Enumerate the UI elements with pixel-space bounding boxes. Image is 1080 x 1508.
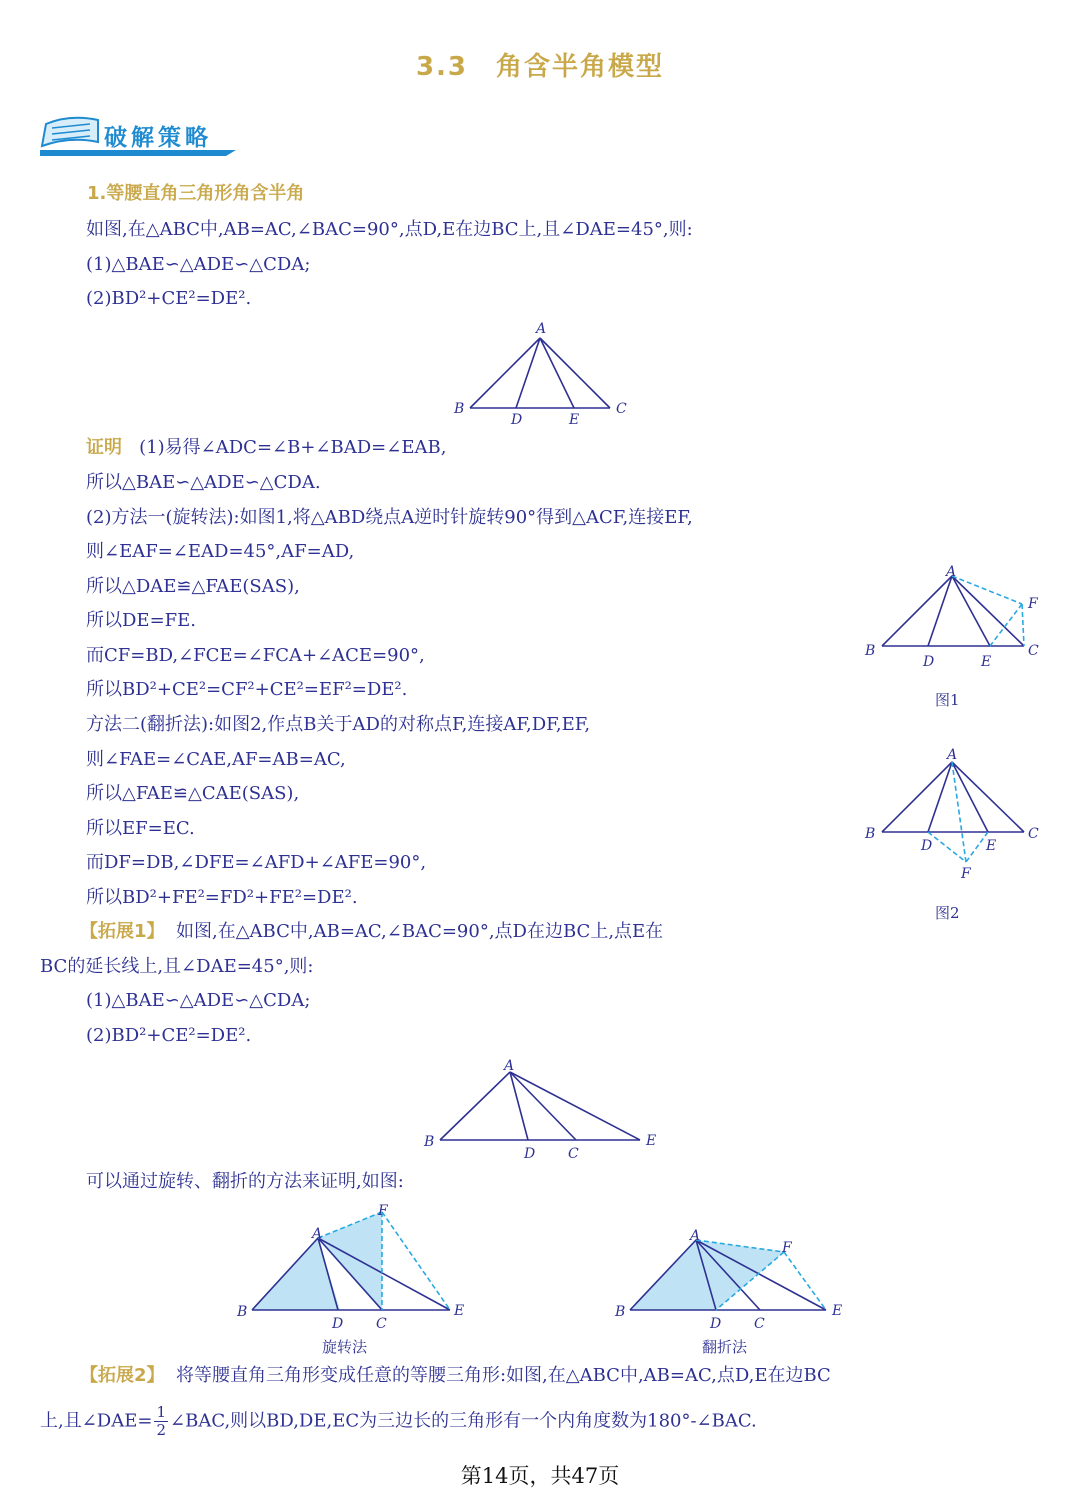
text-line: 则∠FAE=∠CAE,AF=AB=AC, [86, 749, 346, 770]
point-label-c: C [568, 1146, 579, 1162]
text-line: 方法二(翻折法):如图2,作点B关于AD的对称点F,连接AF,DF,EF, [86, 714, 591, 735]
point-label-a: A [504, 1058, 515, 1074]
point-label-d: D [710, 1316, 722, 1332]
point-label-c: C [1028, 643, 1039, 659]
figure-1 [860, 560, 1050, 670]
point-label-a: A [312, 1226, 323, 1242]
subheading: 1.等腰直角三角形角含半角 [87, 183, 305, 204]
text-line [86, 436, 446, 460]
point-label-b: B [615, 1304, 626, 1320]
point-label-a: A [690, 1228, 701, 1244]
text-line: (1)△BAE∽△ADE∽△CDA; [86, 990, 311, 1011]
segment-ac [540, 338, 610, 408]
text-line: (2)BD²+CE²=DE². [86, 288, 252, 309]
point-label-e: E [646, 1133, 657, 1149]
segment-ab [470, 338, 540, 408]
extension-2-text: 将等腰直角三角形变成任意的等腰三角形:如图,在△ABC中,AB=AC,点D,E在边BC [175, 1365, 831, 1386]
page-footer: 第14页，共47页 [460, 1464, 620, 1488]
point-label-a: A [946, 564, 957, 580]
figure-rotation-method [232, 1202, 482, 1334]
section-title: 角含半角模型 [496, 52, 665, 82]
point-label-d: D [524, 1146, 536, 1162]
point-label-a: A [947, 747, 958, 763]
text-line: 所以EF=EC. [86, 818, 195, 839]
text-line: 所以BD²+CE²=CF²+CE²=EF²=DE². [86, 679, 408, 700]
fraction-one-half [154, 1404, 168, 1439]
text-line: (1)△BAE∽△ADE∽△CDA; [86, 254, 311, 275]
text-line: 所以DE=FE. [86, 610, 197, 631]
extension-2-line-start: 上,且∠DAE= [40, 1410, 153, 1432]
figure-2-caption: 图2 [935, 904, 960, 922]
folding-caption: 翻折法 [702, 1338, 748, 1356]
point-label-e: E [986, 838, 997, 854]
section-label: 破解策略 [104, 125, 212, 151]
text-line: BC的延长线上,且∠DAE=45°,则: [40, 956, 314, 977]
extension-2-label: 【拓展2】 [80, 1365, 165, 1386]
fraction-numerator: 1 [156, 1403, 167, 1421]
figure-folding-method [610, 1222, 860, 1334]
point-label-d: D [923, 654, 935, 670]
text-line: (2)方法一(旋转法):如图1,将△ABD绕点A逆时针旋转90°得到△ACF,连接EF, [86, 507, 693, 528]
extension-1-label: 【拓展1】 [80, 921, 165, 942]
text-line: 所以△FAE≌△CAE(SAS), [86, 783, 300, 804]
point-label-c: C [616, 401, 627, 417]
point-label-f: F [961, 866, 971, 882]
figure-triangle-abc [450, 318, 640, 430]
text-line [40, 1404, 757, 1439]
segment-ad [516, 338, 540, 408]
point-label-b: B [237, 1304, 248, 1320]
text-line: 所以BD²+FE²=FD²+FE²=DE². [86, 887, 358, 908]
proof-label: 证明 [86, 437, 122, 458]
point-label-b: B [424, 1134, 435, 1150]
extension-1-text: 如图,在△ABC中,AB=AC,∠BAC=90°,点D在边BC上,点E在 [175, 921, 664, 942]
text-line: 而DF=DB,∠DFE=∠AFD+∠AFE=90°, [86, 852, 427, 873]
point-label-c: C [754, 1316, 765, 1332]
extension-2-line-end: ∠BAC,则以BD,DE,EC为三边长的三角形有一个内角度数为180°-∠BAC. [170, 1410, 757, 1432]
text-line: 可以通过旋转、翻折的方法来证明,如图: [86, 1171, 404, 1192]
segment-ae [540, 338, 574, 408]
text-line: 如图,在△ABC中,AB=AC,∠BAC=90°,点D,E在边BC上,且∠DAE=45°,则: [86, 219, 693, 240]
text-line: 则∠EAF=∠EAD=45°,AF=AD, [86, 541, 355, 562]
rotation-caption: 旋转法 [322, 1338, 368, 1356]
point-label-d: D [332, 1316, 344, 1332]
point-label-a: A [536, 321, 547, 337]
point-label-c: C [376, 1316, 387, 1332]
point-label-d: D [511, 412, 523, 428]
page-title [0, 46, 1080, 83]
point-label-f: F [1028, 596, 1038, 612]
point-label-e: E [981, 654, 992, 670]
point-label-e: E [569, 412, 580, 428]
section-number: 3.3 [415, 52, 469, 82]
proof-line: (1)易得∠ADC=∠B+∠BAD=∠EAB, [139, 437, 447, 458]
point-label-d: D [921, 838, 933, 854]
figure-1-caption: 图1 [935, 691, 960, 709]
text-line: 所以△BAE∽△ADE∽△CDA. [86, 472, 321, 493]
text-line: 而CF=BD,∠FCE=∠FCA+∠ACE=90°, [86, 645, 425, 666]
fraction-denominator: 2 [156, 1421, 167, 1439]
point-label-c: C [1028, 826, 1039, 842]
point-label-e: E [832, 1303, 843, 1319]
point-label-e: E [454, 1303, 465, 1319]
text-line [80, 1364, 831, 1388]
text-line: 所以△DAE≌△FAE(SAS), [86, 576, 300, 597]
figure-extension-1 [420, 1052, 670, 1164]
point-label-b: B [865, 643, 876, 659]
text-line: (2)BD²+CE²=DE². [86, 1025, 252, 1046]
text-line [80, 920, 663, 944]
point-label-f: F [782, 1240, 792, 1256]
point-label-b: B [454, 401, 465, 417]
point-label-b: B [865, 826, 876, 842]
point-label-f: F [378, 1203, 388, 1219]
figure-2 [860, 742, 1050, 882]
